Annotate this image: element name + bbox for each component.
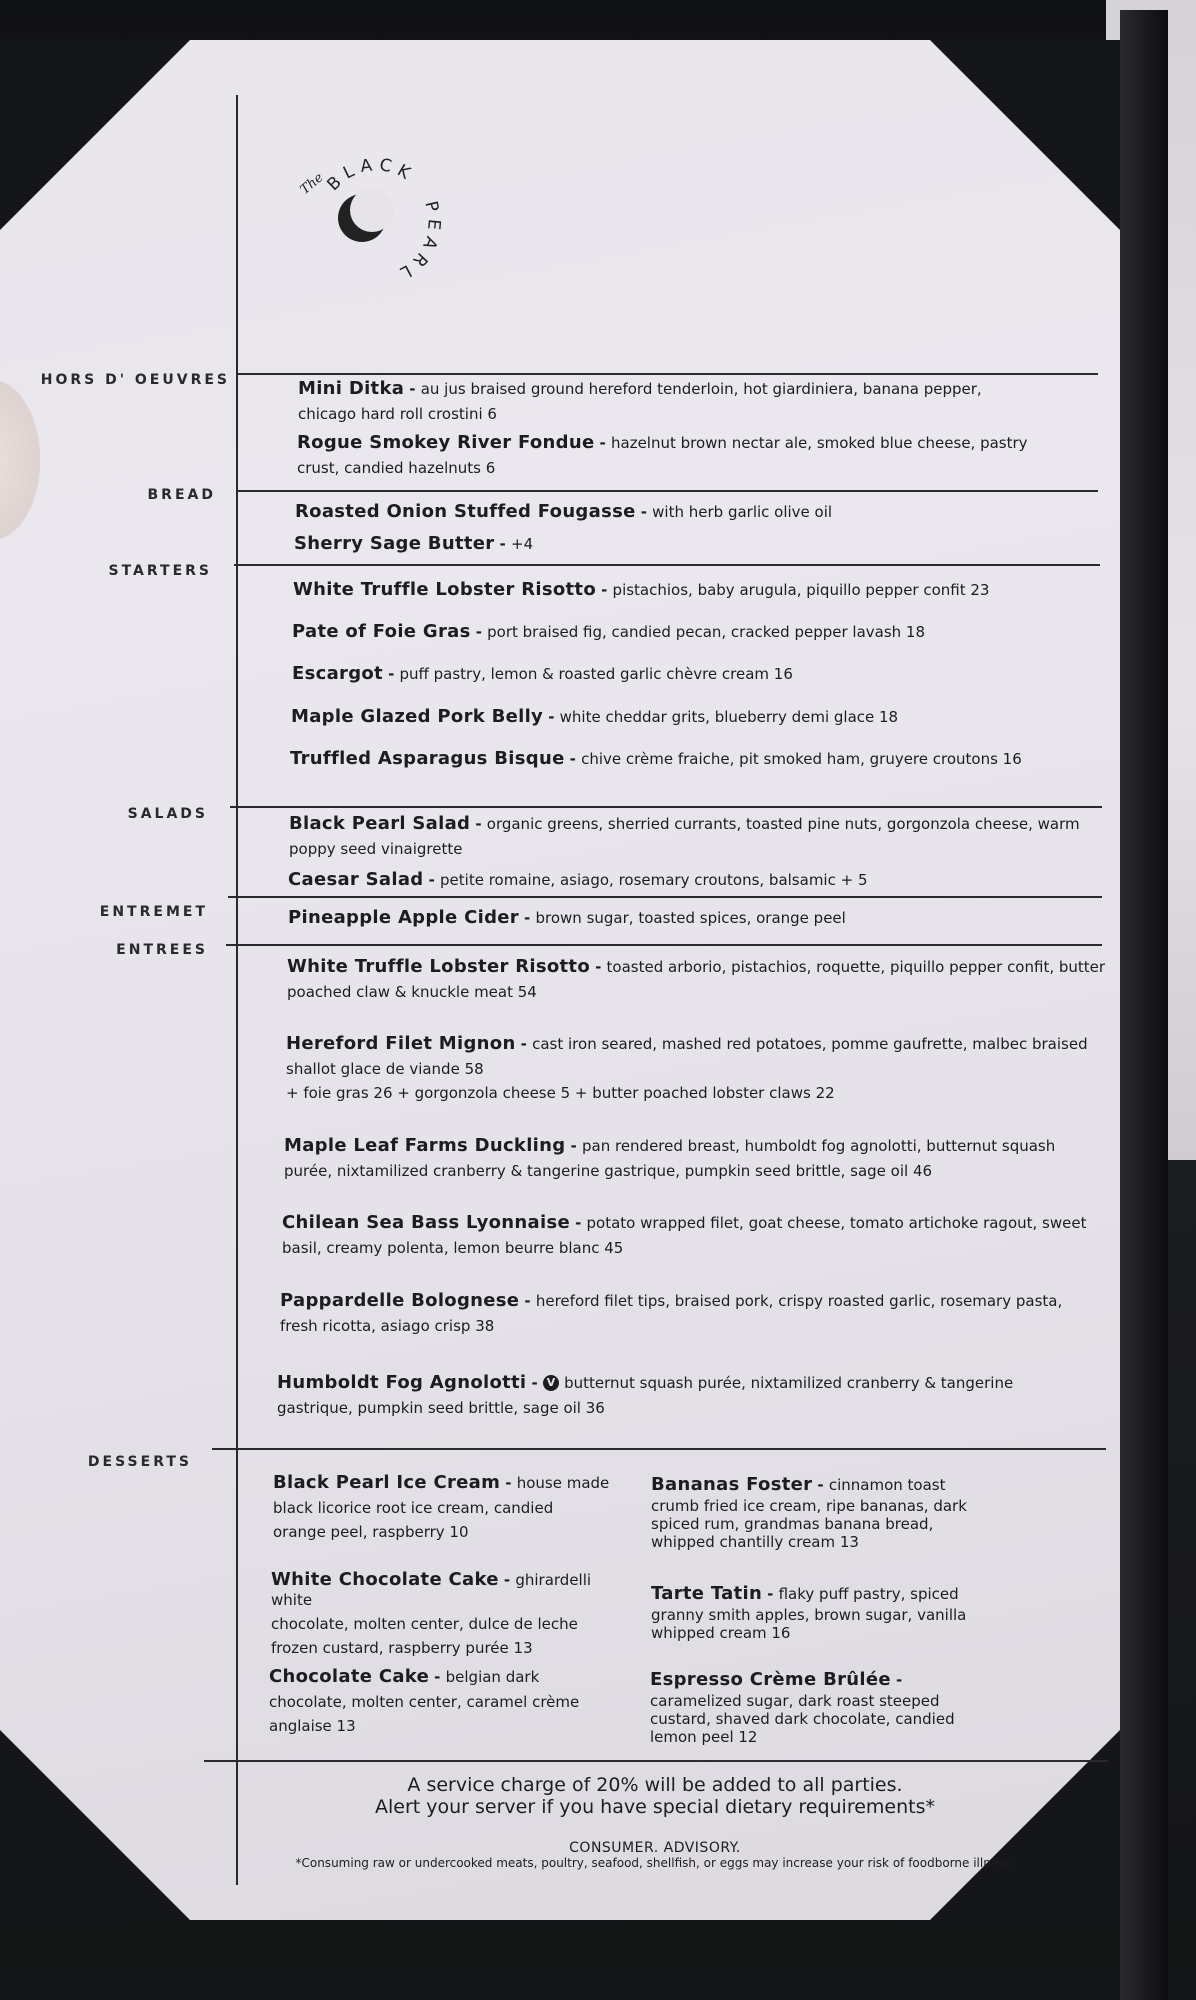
menu-item: White Truffle Lobster Risotto - pistachios, baby arugula, piquillo pepper confit 23 (293, 579, 990, 600)
logo-word-the: The (297, 170, 327, 198)
item-desc: petite romaine, asiago, rosemary croutons, balsamic + 5 (440, 871, 868, 889)
menu-item: Tarte Tatin - flaky puff pastry, spiced granny smith apples, brown sugar, vanilla whipped cream 16 (651, 1583, 991, 1642)
section-label-hors-doeuvres: HORS D' OEUVRES (40, 372, 230, 388)
menu-item: Escargot - puff pastry, lemon & roasted garlic chèvre cream 16 (292, 663, 793, 684)
item-name: Pate of Foie Gras (292, 621, 471, 642)
item-name: White Truffle Lobster Risotto (293, 579, 596, 600)
item-desc-2: crust, candied hazelnuts 6 (297, 459, 496, 477)
item-name: Maple Glazed Pork Belly (291, 706, 544, 727)
svg-text:PEARL (392, 199, 444, 285)
item-desc-3: orange peel, raspberry 10 (273, 1523, 469, 1541)
logo-word-pearl: PEARL (391, 199, 444, 286)
section-label-salads: SALADS (127, 806, 208, 822)
menu-item: Truffled Asparagus Bisque - chive crème fraiche, pit smoked ham, gruyere croutons 16 (290, 748, 1022, 769)
menu-item: Maple Leaf Farms Duckling - pan rendered breast, humboldt fog agnolotti, butternut squash purée, nixtamilized cranberry & tangerine gastrique, pumpkin seed brittle, sage oil 46 (284, 1135, 1109, 1180)
item-desc-3: spiced rum, grandmas banana bread, (651, 1515, 934, 1533)
item-desc: brown sugar, toasted spices, orange peel (535, 909, 846, 927)
item-desc: potato wrapped filet, goat cheese, tomato artichoke ragout, sweet (586, 1214, 1087, 1232)
item-desc: with herb garlic olive oil (652, 503, 833, 521)
menu-item: Pineapple Apple Cider - brown sugar, toasted spices, orange peel (288, 907, 846, 928)
section-label-starters: STARTERS (108, 563, 212, 579)
section-label-entremet: ENTREMET (99, 904, 208, 920)
section-label-bread: BREAD (147, 487, 216, 503)
rule-entrees (226, 944, 1102, 946)
item-name: Mini Ditka (298, 378, 405, 399)
item-desc-2: poached claw & knuckle meat 54 (287, 983, 537, 1001)
item-desc-2: fresh ricotta, asiago crisp 38 (280, 1317, 495, 1335)
item-desc: butternut squash purée, nixtamilized cranberry & tangerine (564, 1374, 1014, 1392)
item-name: Roasted Onion Stuffed Fougasse (295, 501, 636, 522)
item-addons: + foie gras 26 + gorgonzola cheese 5 + butter poached lobster claws 22 (286, 1084, 835, 1102)
item-desc-2: granny smith apples, brown sugar, vanilla (651, 1606, 967, 1624)
rule-starters (234, 564, 1100, 566)
menu-item: White Chocolate Cake - ghirardelli white chocolate, molten center, dulce de leche frozen custard, raspberry purée 13 (271, 1569, 631, 1657)
rule-desserts (212, 1448, 1106, 1450)
item-desc-2: chocolate, molten center, dulce de leche (271, 1615, 578, 1633)
item-name: Caesar Salad (288, 869, 424, 890)
item-desc-2: purée, nixtamilized cranberry & tangerine gastrique, pumpkin seed brittle, sage oil 46 (284, 1162, 933, 1180)
menu-item: Chilean Sea Bass Lyonnaise - potato wrapped filet, goat cheese, tomato artichoke ragout, sweet basil, creamy polenta, lemon beurre blanc 45 (282, 1212, 1112, 1257)
item-name: Hereford Filet Mignon (286, 1033, 516, 1054)
menu-item: Black Pearl Salad - organic greens, sherried currants, toasted pine nuts, gorgonzola cheese, warm poppy seed vinaigrette (289, 813, 1099, 858)
rule-entremet (228, 896, 1102, 898)
rule-hors-doeuvres (238, 373, 1098, 375)
item-name: Black Pearl Salad (289, 813, 471, 834)
item-name: Pappardelle Bolognese (280, 1290, 520, 1311)
item-desc-2: caramelized sugar, dark roast steeped (650, 1692, 940, 1710)
item-desc-3: frozen custard, raspberry purée 13 (271, 1639, 533, 1657)
menu-holder-edge (1120, 10, 1168, 2000)
service-charge-text: A service charge of 20% will be added to all parties. (407, 1774, 903, 1796)
item-desc: pan rendered breast, humboldt fog agnolotti, butternut squash (582, 1137, 1056, 1155)
item-desc-2: shallot glace de viande 58 (286, 1060, 484, 1078)
item-name: Pineapple Apple Cider (288, 907, 519, 928)
item-desc: house made (516, 1474, 610, 1492)
logo-word-black: BLACK (323, 154, 419, 195)
item-desc-2: chicago hard roll crostini 6 (298, 405, 497, 423)
item-desc: ghirardelli white (271, 1571, 592, 1609)
dietary-note-text: Alert your server if you have special dietary requirements* (374, 1796, 936, 1818)
item-desc-2: crumb fried ice cream, ripe bananas, dark (651, 1497, 967, 1515)
item-desc: puff pastry, lemon & roasted garlic chèvre cream 16 (399, 665, 793, 683)
menu-item: Mini Ditka - au jus braised ground hereford tenderloin, hot giardiniera, banana pepper, chicago hard roll crostini 6 (298, 378, 1058, 423)
item-name: Truffled Asparagus Bisque (290, 748, 565, 769)
item-name: Escargot (292, 663, 383, 684)
item-desc: hereford filet tips, braised pork, crispy roasted garlic, rosemary pasta, (535, 1292, 1063, 1310)
item-name: Maple Leaf Farms Duckling (284, 1135, 566, 1156)
item-desc: hazelnut brown nectar ale, smoked blue cheese, pastry (611, 434, 1028, 452)
item-desc: toasted arborio, pistachios, roquette, piquillo pepper confit, butter (606, 958, 1106, 976)
item-name: Tarte Tatin (651, 1583, 763, 1604)
item-desc: belgian dark (445, 1668, 540, 1686)
finger-blur (0, 380, 40, 540)
menu-item: Sherry Sage Butter - +4 (294, 533, 534, 554)
item-desc: organic greens, sherried currants, toasted pine nuts, gorgonzola cheese, warm (486, 815, 1080, 833)
item-desc: cinnamon toast (828, 1476, 946, 1494)
menu-item: Pate of Foie Gras - port braised fig, candied pecan, cracked pepper lavash 18 (292, 621, 926, 642)
menu-item: Rogue Smokey River Fondue - hazelnut brown nectar ale, smoked blue cheese, pastry crust, candied hazelnuts 6 (297, 432, 1057, 477)
menu-item: White Truffle Lobster Risotto - toasted arborio, pistachios, roquette, piquillo pepper confit, butter poached claw & knuckle meat 54 (287, 956, 1106, 1001)
section-label-entrees: ENTREES (116, 942, 208, 958)
item-desc-4: lemon peel 12 (650, 1728, 758, 1746)
vegetarian-icon: V (543, 1375, 559, 1391)
item-desc-3: custard, shaved dark chocolate, candied (650, 1710, 955, 1728)
restaurant-logo (296, 140, 456, 300)
section-label-desserts: DESSERTS (87, 1454, 192, 1470)
item-name: Sherry Sage Butter (294, 533, 495, 554)
item-name: White Chocolate Cake (271, 1569, 499, 1590)
item-desc: white cheddar grits, blueberry demi glace 18 (559, 708, 899, 726)
item-desc: chive crème fraiche, pit smoked ham, gruyere croutons 16 (581, 750, 1022, 768)
consumer-advisory (240, 1840, 1070, 1870)
advisory-text: *Consuming raw or undercooked meats, poultry, seafood, shellfish, or eggs may increase your risk of foodborne illness. (295, 1856, 1015, 1870)
item-name: White Truffle Lobster Risotto (287, 956, 590, 977)
menu-item: Maple Glazed Pork Belly - white cheddar grits, blueberry demi glace 18 (291, 706, 899, 727)
menu-item: Hereford Filet Mignon - cast iron seared, mashed red potatoes, pomme gaufrette, malbec braised shallot glace de viande 58 + foie gras 26 + gorgonzola cheese 5 + butter poached lobster claws 22 (286, 1033, 1111, 1102)
item-desc: cast iron seared, mashed red potatoes, pomme gaufrette, malbec braised (532, 1035, 1088, 1053)
menu-item: Black Pearl Ice Cream - house made black licorice root ice cream, candied orange peel, raspberry 10 (273, 1472, 633, 1541)
item-name: Black Pearl Ice Cream (273, 1472, 501, 1493)
rule-bread (236, 490, 1098, 492)
rule-salads (230, 806, 1102, 808)
vertical-divider (236, 95, 238, 1885)
item-name: Bananas Foster (651, 1474, 813, 1495)
logo-graphic (296, 140, 456, 300)
menu-item: Pappardelle Bolognese - hereford filet tips, braised pork, crispy roasted garlic, rosemary pasta, fresh ricotta, asiago crisp 38 (280, 1290, 1110, 1335)
item-desc-2: basil, creamy polenta, lemon beurre blanc 45 (282, 1239, 624, 1257)
menu-item: Chocolate Cake - belgian dark chocolate, molten center, caramel crème anglaise 13 (269, 1666, 629, 1735)
menu-item: Roasted Onion Stuffed Fougasse - with herb garlic olive oil (295, 501, 833, 522)
item-desc: pistachios, baby arugula, piquillo pepper confit 23 (612, 581, 990, 599)
item-desc: port braised fig, candied pecan, cracked pepper lavash 18 (487, 623, 926, 641)
item-desc-2: chocolate, molten center, caramel crème (269, 1693, 580, 1711)
item-desc-3: whipped cream 16 (651, 1624, 791, 1642)
item-desc: +4 (511, 535, 534, 553)
menu-item: Espresso Crème Brûlée - caramelized sugar, dark roast steeped custard, shaved dark chocolate, candied lemon peel 12 (650, 1669, 990, 1746)
item-name: Humboldt Fog Agnolotti (277, 1372, 527, 1393)
item-desc-3: anglaise 13 (269, 1717, 356, 1735)
crescent-moon-icon (338, 188, 394, 242)
menu-item: Humboldt Fog Agnolotti - V butternut squash purée, nixtamilized cranberry & tangerine gastrique, pumpkin seed brittle, sage oil 36 (277, 1372, 1107, 1417)
item-desc-2: black licorice root ice cream, candied (273, 1499, 554, 1517)
item-name: Espresso Crème Brûlée (650, 1669, 891, 1690)
menu-item: Caesar Salad - petite romaine, asiago, rosemary croutons, balsamic + 5 (288, 869, 868, 890)
menu-item: Bananas Foster - cinnamon toast crumb fried ice cream, ripe bananas, dark spiced rum, grandmas banana bread, whipped chantilly cream 13 (651, 1474, 991, 1551)
item-desc: au jus braised ground hereford tenderloin, hot giardiniera, banana pepper, (420, 380, 982, 398)
item-name: Rogue Smokey River Fondue (297, 432, 595, 453)
item-desc: flaky puff pastry, spiced (778, 1585, 959, 1603)
item-desc-4: whipped chantilly cream 13 (651, 1533, 859, 1551)
item-name: Chocolate Cake (269, 1666, 430, 1687)
advisory-title: CONSUMER. ADVISORY. (569, 1840, 741, 1856)
rule-footer (204, 1760, 1108, 1762)
item-desc-2: gastrique, pumpkin seed brittle, sage oil 36 (277, 1399, 605, 1417)
item-name: Chilean Sea Bass Lyonnaise (282, 1212, 570, 1233)
service-charge-note (240, 1774, 1070, 1818)
item-desc-2: poppy seed vinaigrette (289, 840, 463, 858)
